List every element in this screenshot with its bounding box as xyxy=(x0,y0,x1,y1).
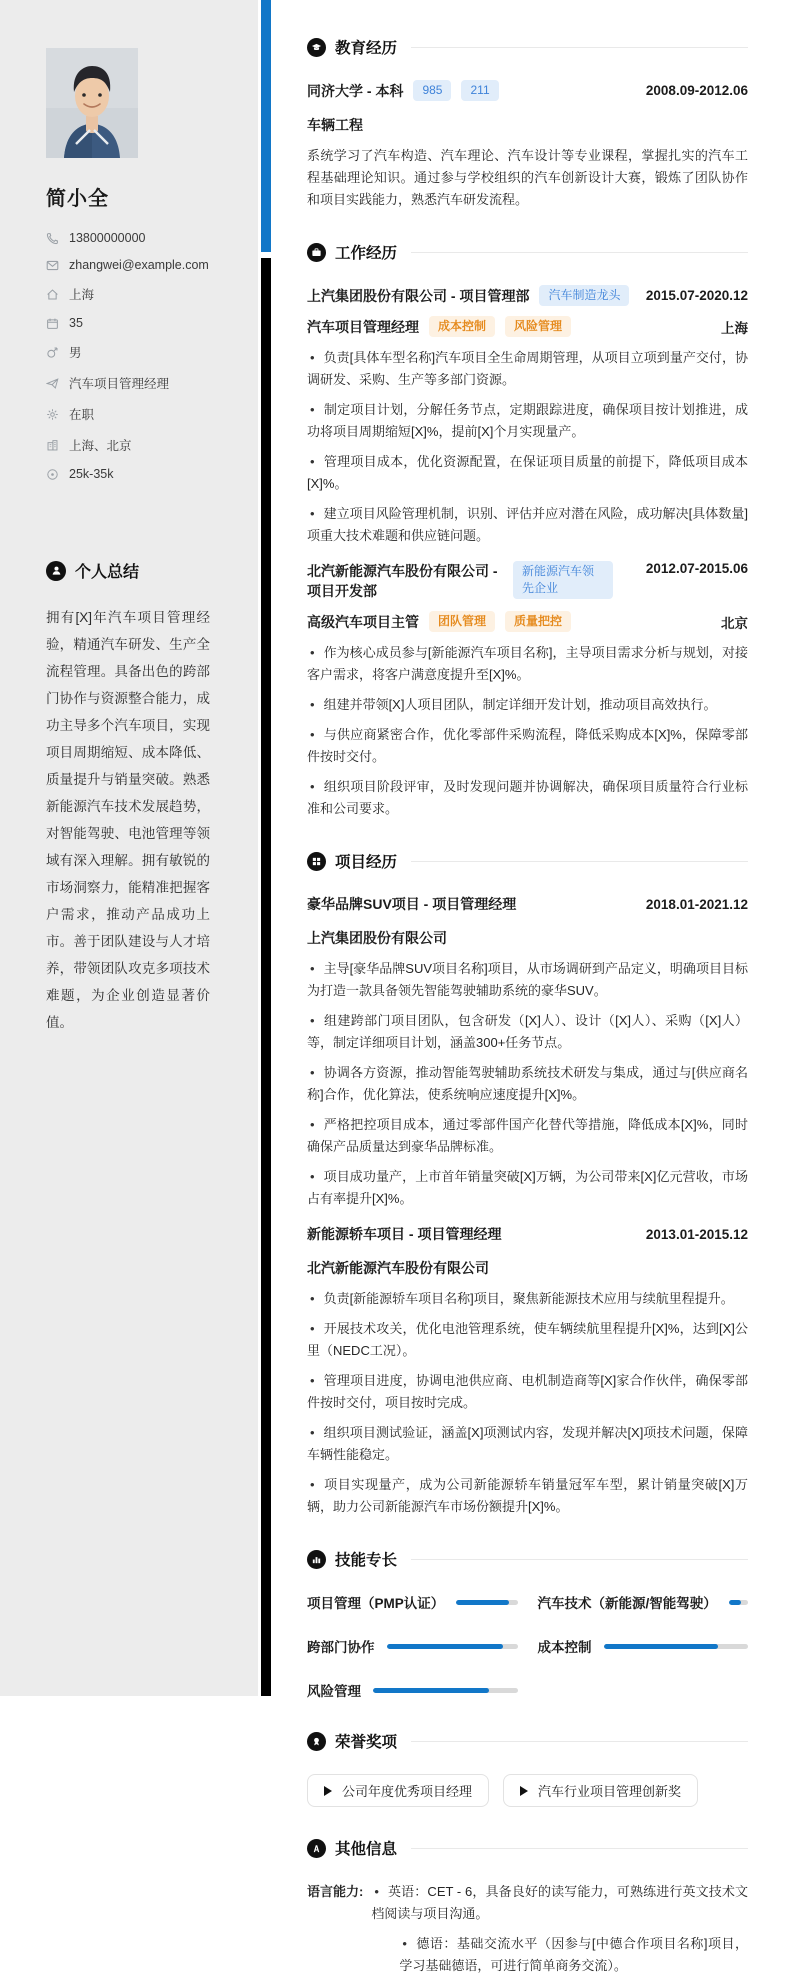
section-honors xyxy=(307,1730,748,1807)
education-date: 2008.09-2012.06 xyxy=(645,83,748,98)
school-badge-985: 985 xyxy=(413,80,451,101)
job-title: 汽车项目管理经理 xyxy=(307,318,419,335)
skill-label: 成本控制 xyxy=(537,1640,592,1655)
project-date: 2018.01-2021.12 xyxy=(645,896,748,912)
skill-bar xyxy=(373,1688,518,1693)
education-icon xyxy=(307,38,326,57)
divider-line xyxy=(411,1741,748,1742)
project-bullets xyxy=(307,958,748,1210)
contact-list xyxy=(46,231,230,481)
job-company: 北汽新能源汽车股份有限公司 - 项目开发部 xyxy=(307,563,498,599)
skill-item xyxy=(307,1636,518,1656)
candidate-name: 简小全 xyxy=(46,188,109,210)
bullet-item: • 制定项目计划，分解任务节点，定期跟踪进度，确保项目按计划推进，成功将项目周期缩短[X]%，提前[X]个月实现量产。 xyxy=(307,402,748,439)
bullet-dot: • xyxy=(310,1013,315,1028)
education-entry-header xyxy=(307,80,748,101)
divider-line xyxy=(411,47,748,48)
bullet-dot: • xyxy=(310,1065,315,1080)
job-tag: 团队管理 xyxy=(429,611,495,632)
contact-location xyxy=(46,285,230,303)
skills-grid xyxy=(307,1592,748,1700)
honor-chip xyxy=(503,1774,698,1807)
play-icon xyxy=(520,1786,528,1796)
resume-main xyxy=(258,0,794,1973)
education-description: 系统学习了汽车构造、汽车理论、汽车设计等专业课程，掌握扎实的汽车工程基础理论知识。通过参与学校组织的汽车创新设计大赛，锻炼了团队协作和项目实践能力，熟悉汽车研发流程。 xyxy=(307,148,748,207)
summary-title: 个人总结 xyxy=(75,564,140,581)
bullet-item: • 项目成功量产，上市首年销量突破[X]万辆，为公司带来[X]亿元营收，市场占有率提升[X]%。 xyxy=(307,1169,748,1206)
job-company-row xyxy=(307,285,748,306)
project-entry xyxy=(307,894,748,1210)
language-item-german: • 德语：基础交流水平（因参与[中德合作项目名称]项目，学习基础德语，可进行简单商务交流）。 xyxy=(399,1936,748,1973)
contact-salary xyxy=(46,467,230,481)
contact-gender xyxy=(46,343,230,361)
grid-icon xyxy=(307,852,326,871)
bullet-item: • 管理项目成本，优化资源配置，在保证项目质量的前提下，降低项目成本[X]%。 xyxy=(307,454,748,491)
section-other xyxy=(307,1837,748,1985)
skill-item xyxy=(538,1636,749,1656)
contact-status xyxy=(46,405,230,423)
accent-bars xyxy=(261,0,271,1696)
contact-status-text: 在职 xyxy=(69,408,95,422)
project-name: 豪华品牌SUV项目 - 项目管理经理 xyxy=(307,896,517,912)
summary-header xyxy=(46,559,230,582)
honor-chips xyxy=(307,1774,748,1807)
bullet-item: • 管理项目进度，协调电池供应商、电机制造商等[X]家合作伙伴，确保零部件按时交付，项目按时完成。 xyxy=(307,1373,748,1410)
projects-title: 项目经历 xyxy=(335,854,398,871)
section-work xyxy=(307,241,748,820)
skill-bar xyxy=(604,1644,749,1649)
divider-line xyxy=(411,861,748,862)
job-title: 高级汽车项目主管 xyxy=(307,613,419,630)
honors-header xyxy=(307,1730,748,1752)
bullet-item: • 组建跨部门项目团队，包含研发（[X]人）、设计（[X]人）、采购（[X]人）等，制定详细项目计划，涵盖300+任务节点。 xyxy=(307,1013,748,1050)
accent-bar-black xyxy=(261,258,271,1696)
accent-bar-blue xyxy=(261,0,271,252)
city-icon xyxy=(46,439,59,452)
job-location: 上海 xyxy=(721,320,748,336)
job-company-row xyxy=(307,561,748,601)
company-badge: 新能源汽车领先企业 xyxy=(513,561,613,599)
age-icon xyxy=(46,317,59,330)
contact-age xyxy=(46,316,230,330)
contact-jobtitle xyxy=(46,374,230,392)
sidebar xyxy=(0,0,258,1696)
work-header xyxy=(307,241,748,263)
bullet-item: • 组建并带领[X]人项目团队，制定详细开发计划，推动项目高效执行。 xyxy=(310,697,717,712)
play-icon xyxy=(324,1786,332,1796)
honor-text: 汽车行业项目管理创新奖 xyxy=(538,1784,682,1799)
contact-jobtitle-text: 汽车项目管理经理 xyxy=(69,377,170,391)
skills-title: 技能专长 xyxy=(335,1552,398,1569)
bullet-dot: • xyxy=(310,727,315,742)
bullet-dot: • xyxy=(310,1477,315,1492)
job-bullets xyxy=(307,347,748,547)
bullet-dot: • xyxy=(310,350,315,365)
gender-icon xyxy=(46,346,59,359)
bullet-dot: • xyxy=(310,454,315,469)
project-bullets xyxy=(307,1288,748,1518)
skill-bar xyxy=(387,1644,518,1649)
other-header xyxy=(307,1837,748,1859)
skill-bar xyxy=(456,1600,517,1605)
bullet-dot: • xyxy=(310,645,315,660)
medal-icon xyxy=(307,1732,326,1751)
school-badge-211: 211 xyxy=(461,80,498,101)
bullet-dot: • xyxy=(374,1884,379,1899)
skill-label: 风险管理 xyxy=(307,1684,361,1699)
bullet-dot: • xyxy=(310,1291,315,1306)
language-items xyxy=(371,1881,748,1985)
honors-title: 荣誉奖项 xyxy=(335,1734,398,1751)
chart-icon xyxy=(307,1550,326,1569)
divider-line xyxy=(411,1559,748,1560)
contact-phone-text: 13800000000 xyxy=(69,231,146,245)
job-entry xyxy=(307,561,748,820)
bullet-dot: • xyxy=(310,779,315,794)
contact-gender-text: 男 xyxy=(69,346,82,360)
bullet-item: • 组织项目测试验证，涵盖[X]项测试内容，发现并解决[X]项技术问题，保障车辆性能稳定。 xyxy=(307,1425,748,1462)
honor-chip xyxy=(307,1774,489,1807)
bullet-dot: • xyxy=(310,1373,315,1388)
skill-bar xyxy=(729,1600,748,1605)
bullet-item: • 严格把控项目成本，通过零部件国产化替代等措施，降低成本[X]%，同时确保产品质量达到豪华品牌标准。 xyxy=(307,1117,748,1154)
project-company: 上汽集团股份有限公司 xyxy=(307,930,447,946)
job-entry xyxy=(307,285,748,547)
job-title-row xyxy=(307,611,748,632)
job-icon xyxy=(46,377,59,390)
bullet-item: • 与供应商紧密合作，优化零部件采购流程，降低采购成本[X]%，保障零部件按时交付。 xyxy=(307,727,748,764)
bullet-item: • 组织项目阶段评审，及时发现问题并协调解决，确保项目质量符合行业标准和公司要求。 xyxy=(307,779,748,816)
bullet-dot: • xyxy=(310,1321,315,1336)
bullet-dot: • xyxy=(310,961,315,976)
bullet-dot: • xyxy=(310,697,315,712)
skills-header xyxy=(307,1548,748,1570)
bullet-item: • 项目实现量产，成为公司新能源轿车销量冠军车型，累计销量突破[X]万辆，助力公司新能源汽车市场份额提升[X]%。 xyxy=(307,1477,748,1514)
skill-label: 汽车技术（新能源/智能驾驶） xyxy=(537,1596,717,1611)
bullet-dot: • xyxy=(310,1117,315,1132)
school-degree: 同济大学 - 本科 xyxy=(307,82,404,99)
skill-item xyxy=(538,1592,749,1612)
bullet-dot: • xyxy=(310,402,315,417)
job-date: 2012.07-2015.06 xyxy=(645,561,748,576)
language-block xyxy=(307,1881,748,1985)
divider-line xyxy=(411,252,748,253)
divider-line xyxy=(411,1848,748,1849)
work-title: 工作经历 xyxy=(335,245,398,262)
other-title: 其他信息 xyxy=(335,1841,398,1858)
language-item-english: • 英语：CET - 6，具备良好的读写能力，可熟练进行英文技术文档阅读与项目沟通。 xyxy=(371,1884,748,1921)
education-major: 车辆工程 xyxy=(307,117,363,133)
skill-label: 跨部门协作 xyxy=(307,1640,375,1655)
job-location: 北京 xyxy=(721,615,748,631)
salary-icon xyxy=(46,468,59,481)
contact-cities-text: 上海、北京 xyxy=(69,439,132,453)
contact-age-text: 35 xyxy=(69,316,83,330)
bullet-item: • 主导[豪华品牌SUV项目名称]项目，从市场调研到产品定义，明确项目目标为打造一款具备领先智能驾驶辅助系统的豪华SUV。 xyxy=(307,961,748,998)
status-icon xyxy=(46,408,59,421)
job-tag: 成本控制 xyxy=(429,316,495,337)
skill-label: 项目管理（PMP认证） xyxy=(307,1596,445,1611)
profile-photo xyxy=(46,48,138,158)
email-icon xyxy=(46,259,59,272)
honor-text: 公司年度优秀项目经理 xyxy=(342,1784,473,1799)
company-badge: 汽车制造龙头 xyxy=(539,285,629,306)
job-title-row xyxy=(307,316,748,337)
job-company: 上汽集团股份有限公司 - 项目管理部 xyxy=(307,287,530,304)
bullet-item: • 建立项目风险管理机制，识别、评估并应对潜在风险，成功解决[具体数量]项重大技术难题和供应链问题。 xyxy=(307,506,748,543)
contact-email xyxy=(46,258,230,272)
job-bullets xyxy=(307,642,748,820)
person-icon xyxy=(46,561,66,581)
home-icon xyxy=(46,288,59,301)
bullet-item: • 负责[具体车型名称]汽车项目全生命周期管理，从项目立项到量产交付，协调研发、采购、生产等多部门资源。 xyxy=(307,350,748,387)
bullet-dot: • xyxy=(402,1936,407,1951)
contact-location-text: 上海 xyxy=(69,288,95,302)
info-icon xyxy=(307,1839,326,1858)
contact-cities xyxy=(46,436,230,454)
briefcase-icon xyxy=(307,243,326,262)
section-education xyxy=(307,36,748,211)
section-skills xyxy=(307,1548,748,1700)
skill-item xyxy=(307,1680,518,1700)
portrait-illustration xyxy=(46,48,138,158)
bullet-item: • 作为核心成员参与[新能源汽车项目名称]，主导项目需求分析与规划，对接客户需求，将客户满意度提升至[X]%。 xyxy=(307,645,748,682)
bullet-item: • 协调各方资源，推动智能驾驶辅助系统技术研发与集成，通过与[供应商名称]合作，优化算法，使系统响应速度提升[X]%。 xyxy=(307,1065,748,1102)
project-company: 北汽新能源汽车股份有限公司 xyxy=(307,1260,489,1276)
project-entry xyxy=(307,1224,748,1518)
bullet-dot: • xyxy=(310,1169,315,1184)
project-title-row xyxy=(307,894,748,914)
bullet-item: • 开展技术攻关，优化电池管理系统，使车辆续航里程提升[X]%，达到[X]公里（NEDC工况）。 xyxy=(307,1321,748,1358)
education-header xyxy=(307,36,748,58)
contact-phone xyxy=(46,231,230,245)
summary-text: 拥有[X]年汽车项目管理经验，精通汽车研发、生产全流程管理。具备出色的跨部门协作与资源整合能力，成功主导多个汽车项目，实现项目周期缩短、成本降低、质量提升与销量突破。熟悉新能源汽车技术发展趋势，对智能驾驶、电池管理等领域有深入理解。拥有敏锐的市场洞察力，能精准把握客户需求，推动产品成功上市。善于团队建设与人才培养，带领团队攻克多项技术难题，为企业创造显著价值。 xyxy=(46,610,210,1030)
job-date: 2015.07-2020.12 xyxy=(645,288,748,303)
skill-item xyxy=(307,1592,518,1612)
job-tag: 质量把控 xyxy=(505,611,571,632)
projects-header xyxy=(307,850,748,872)
project-name: 新能源轿车项目 - 项目管理经理 xyxy=(307,1226,502,1242)
contact-salary-text: 25k-35k xyxy=(69,467,114,481)
section-projects xyxy=(307,850,748,1518)
language-label: 语言能力: xyxy=(307,1884,364,1899)
job-tag: 风险管理 xyxy=(505,316,571,337)
project-title-row xyxy=(307,1224,748,1244)
contact-email-text: zhangwei@example.com xyxy=(69,258,209,272)
bullet-item: • 负责[新能源轿车项目名称]项目，聚焦新能源技术应用与续航里程提升。 xyxy=(310,1291,734,1306)
bullet-dot: • xyxy=(310,1425,315,1440)
phone-icon xyxy=(46,232,59,245)
project-date: 2013.01-2015.12 xyxy=(645,1226,748,1242)
education-title: 教育经历 xyxy=(335,40,398,57)
bullet-dot: • xyxy=(310,506,315,521)
